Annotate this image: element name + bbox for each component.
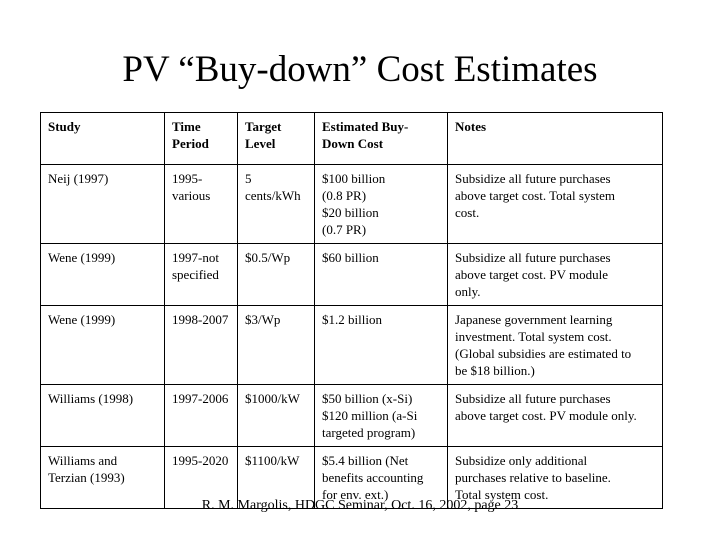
- cell-target-level: $1000/kW: [238, 385, 315, 447]
- cell-study: Wene (1999): [41, 244, 165, 306]
- cell-notes: Subsidize only additional purchases relative to baseline. Total system cost.: [448, 447, 663, 509]
- cell-buy-down-cost: $100 billion (0.8 PR) $20 billion (0.7 PR): [315, 165, 448, 244]
- cell-notes: Japanese government learning investment. Total system cost. (Global subsidies are estimated to be $18 billion.): [448, 306, 663, 385]
- cell-target-level: $0.5/Wp: [238, 244, 315, 306]
- cell-buy-down-cost: $50 billion (x-Si) $120 million (a-Si targeted program): [315, 385, 448, 447]
- cell-target-level: $3/Wp: [238, 306, 315, 385]
- table-row: [41, 306, 663, 385]
- slide-title: PV “Buy-down” Cost Estimates: [122, 49, 598, 90]
- cost-estimates-table: [40, 112, 663, 509]
- cell-time-period: 1995-2020: [165, 447, 238, 509]
- cell-time-period: 1998-2007: [165, 306, 238, 385]
- column-header-time-period: Time Period: [165, 113, 238, 165]
- table-row: [41, 385, 663, 447]
- table-row: [41, 244, 663, 306]
- column-header-study: Study: [41, 113, 165, 165]
- column-header-buy-down-cost: Estimated Buy- Down Cost: [315, 113, 448, 165]
- cell-buy-down-cost: $5.4 billion (Net benefits accounting for env. ext.): [315, 447, 448, 509]
- cell-time-period: 1997-2006: [165, 385, 238, 447]
- cell-notes: Subsidize all future purchases above target cost. PV module only.: [448, 244, 663, 306]
- cell-study: Williams and Terzian (1993): [41, 447, 165, 509]
- cell-study: Neij (1997): [41, 165, 165, 244]
- table-row: [41, 165, 663, 244]
- cell-time-period: 1995- various: [165, 165, 238, 244]
- cell-target-level: $1100/kW: [238, 447, 315, 509]
- cell-time-period: 1997-not specified: [165, 244, 238, 306]
- cell-study: Wene (1999): [41, 306, 165, 385]
- cell-notes: Subsidize all future purchases above target cost. Total system cost.: [448, 165, 663, 244]
- cell-buy-down-cost: $1.2 billion: [315, 306, 448, 385]
- cell-target-level: 5 cents/kWh: [238, 165, 315, 244]
- slide-footer: R. M. Margolis, HDGC Seminar, Oct. 16, 2002, page 23: [201, 498, 519, 513]
- cell-buy-down-cost: $60 billion: [315, 244, 448, 306]
- table-header-row: [41, 113, 663, 165]
- cell-study: Williams (1998): [41, 385, 165, 447]
- column-header-target-level: Target Level: [238, 113, 315, 165]
- cell-notes: Subsidize all future purchases above target cost. PV module only.: [448, 385, 663, 447]
- column-header-notes: Notes: [448, 113, 663, 165]
